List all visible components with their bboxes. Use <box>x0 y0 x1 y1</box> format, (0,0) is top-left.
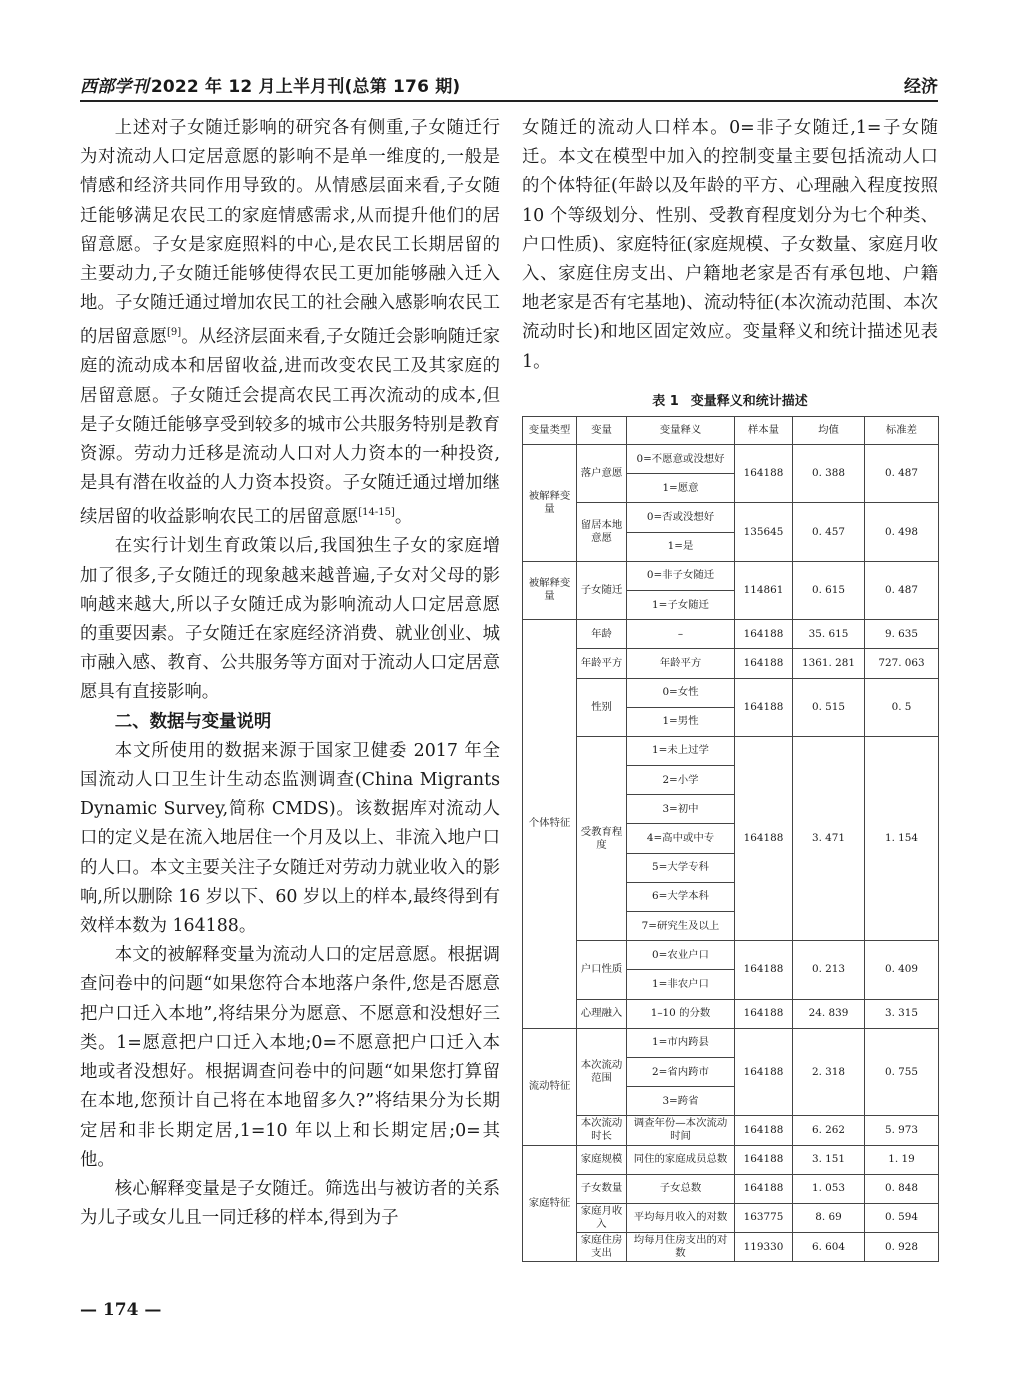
var-desc: 0=女性 <box>627 678 735 707</box>
sample-size: 135645 <box>735 503 793 561</box>
var-desc: 1=市内跨县 <box>627 1028 735 1057</box>
var-name: 户口性质 <box>577 941 627 999</box>
std-dev: 727. 063 <box>865 649 939 678</box>
std-dev: 1. 19 <box>865 1145 939 1174</box>
citation: [14-15] <box>358 507 395 519</box>
std-dev: 0. 409 <box>865 941 939 999</box>
std-dev: 0. 848 <box>865 1174 939 1203</box>
group-cell: 被解释变量 <box>523 445 577 562</box>
sample-size: 164188 <box>735 1174 793 1203</box>
header-cell: 变量释义 <box>627 417 735 445</box>
table-row <box>523 1203 939 1232</box>
group-cell: 家庭特征 <box>523 1145 577 1262</box>
var-desc: 0=不愿意或没想好 <box>627 445 735 474</box>
var-name: 留居本地意愿 <box>577 503 627 561</box>
group-cell: 被解释变量 <box>523 561 577 619</box>
var-name: 本次流动范围 <box>577 1028 627 1116</box>
variables-table <box>522 416 939 1262</box>
table-number: 表 1 <box>652 394 679 409</box>
table-row <box>523 1233 939 1262</box>
table-row <box>523 445 939 474</box>
header-rule <box>80 100 938 102</box>
var-desc: 平均每月收入的对数 <box>627 1203 735 1232</box>
mean: 1. 053 <box>793 1174 865 1203</box>
header-cell: 均值 <box>793 417 865 445</box>
mean: 35. 615 <box>793 620 865 649</box>
mean: 3. 151 <box>793 1145 865 1174</box>
running-header <box>80 72 938 98</box>
var-desc: 2=省内跨市 <box>627 1057 735 1086</box>
var-name: 年龄平方 <box>577 649 627 678</box>
var-desc: 0=否或没想好 <box>627 503 735 532</box>
var-desc: 7=研究生及以上 <box>627 912 735 941</box>
var-name: 子女数量 <box>577 1174 627 1203</box>
group-cell: 流动特征 <box>523 1028 577 1145</box>
page-number: — 174 — <box>80 1300 162 1320</box>
section-heading: 二、数据与变量说明 <box>114 711 272 732</box>
var-desc: 3=初中 <box>627 795 735 824</box>
std-dev: 1. 154 <box>865 736 939 940</box>
table-row <box>523 1116 939 1145</box>
var-desc: 1=非农户口 <box>627 970 735 999</box>
citation: [9] <box>167 327 182 339</box>
mean: 6. 262 <box>793 1116 865 1145</box>
var-desc: 调查年份—本次流动时间 <box>627 1116 735 1145</box>
paragraph: 女随迁的流动人口样本。0=非子女随迁,1=子女随迁。本文在模型中加入的控制变量主要包括流动人口的个体特征(年龄以及年龄的平方、心理融入程度按照 10 个等级划分、性别、受教育程度划分为七个种类、户口性质)、家庭特征(家庭规模、子女数量、家庭月收入、家庭住房支出、户籍地老家是否有承包地、户籍地老家是否有宅基地)、流动特征(本次流动范围、本次流动时长)和地区固定效应。变量释义和统计描述见表 1。 <box>522 118 938 372</box>
var-desc: 3=跨省 <box>627 1087 735 1116</box>
std-dev: 5. 973 <box>865 1116 939 1145</box>
header-cell: 变量 <box>577 417 627 445</box>
var-name: 本次流动时长 <box>577 1116 627 1145</box>
sample-size: 119330 <box>735 1233 793 1262</box>
mean: 0. 457 <box>793 503 865 561</box>
sample-size: 164188 <box>735 678 793 736</box>
var-desc: 0=农业户口 <box>627 941 735 970</box>
table-row <box>523 999 939 1028</box>
var-name: 性别 <box>577 678 627 736</box>
sample-size: 164188 <box>735 445 793 503</box>
var-desc: 4=高中或中专 <box>627 824 735 853</box>
var-name: 子女随迁 <box>577 561 627 619</box>
std-dev: 0. 498 <box>865 503 939 561</box>
var-name: 心理融入 <box>577 999 627 1028</box>
var-desc: 6=大学本科 <box>627 882 735 911</box>
table-row <box>523 620 939 649</box>
mean: 6. 604 <box>793 1233 865 1262</box>
std-dev: 0. 755 <box>865 1028 939 1116</box>
paragraph: 本文所使用的数据来源于国家卫健委 2017 年全国流动人口卫生计生动态监测调查(China Migrants Dynamic Survey,简称 CMDS)。该数据库对流动人口的定义是在流入地居住一个月及以上、非流入地户口的人口。本文主要关注子女随迁对劳动力就业收入的影响,所以删除 16 岁以下、60 岁以上的样本,最终得到有效样本数为 164188。 <box>80 740 500 937</box>
right-column <box>522 114 938 377</box>
std-dev: 0. 594 <box>865 1203 939 1232</box>
table-row <box>523 678 939 707</box>
table-title: 变量释义和统计描述 <box>690 394 808 409</box>
mean: 1361. 281 <box>793 649 865 678</box>
var-name: 落户意愿 <box>577 445 627 503</box>
sample-size: 164188 <box>735 1145 793 1174</box>
mean: 0. 213 <box>793 941 865 999</box>
sample-size: 164188 <box>735 1028 793 1116</box>
section-name: 经济 <box>904 77 938 97</box>
var-desc: 1=愿意 <box>627 474 735 503</box>
std-dev: 3. 315 <box>865 999 939 1028</box>
mean: 0. 615 <box>793 561 865 619</box>
sample-size: 164188 <box>735 999 793 1028</box>
sample-size: 114861 <box>735 561 793 619</box>
group-cell: 个体特征 <box>523 620 577 1029</box>
var-desc: 年龄平方 <box>627 649 735 678</box>
table-row <box>523 649 939 678</box>
header-cell: 样本量 <box>735 417 793 445</box>
var-desc: 1=子女随迁 <box>627 590 735 619</box>
var-desc: 1=未上过学 <box>627 736 735 765</box>
var-name: 家庭规模 <box>577 1145 627 1174</box>
left-column <box>80 114 500 1233</box>
sample-size: 164188 <box>735 941 793 999</box>
table-row <box>523 941 939 970</box>
table-row <box>523 1145 939 1174</box>
issue-info: 2022 年 12 月上半月刊(总第 176 期) <box>150 77 461 97</box>
mean: 3. 471 <box>793 736 865 940</box>
var-desc: 1–10 的分数 <box>627 999 735 1028</box>
sample-size: 164188 <box>735 620 793 649</box>
std-dev: 0. 487 <box>865 561 939 619</box>
var-name: 年龄 <box>577 620 627 649</box>
sample-size: 164188 <box>735 1116 793 1145</box>
var-desc: 均每月住房支出的对数 <box>627 1233 735 1262</box>
var-desc: – <box>627 620 735 649</box>
journal-logo: 西部学刊 <box>80 77 149 97</box>
var-desc: 同住的家庭成员总数 <box>627 1145 735 1174</box>
paragraph: 本文的被解释变量为流动人口的定居意愿。根据调查问卷中的问题“如果您符合本地落户条件,您是否愿意把户口迁入本地”,将结果分为愿意、不愿意和没想好三类。1=愿意把户口迁入本地;0=不愿意把户口迁入本地或者没想好。根据调查问卷中的问题“如果您打算留在本地,您预计自己将在本地留多久?”将结果分为长期定居和非长期定居,1=10 年以上和长期定居;0=其他。 <box>80 945 500 1170</box>
std-dev: 0. 487 <box>865 445 939 503</box>
var-desc: 0=非子女随迁 <box>627 561 735 590</box>
sample-size: 163775 <box>735 1203 793 1232</box>
var-name: 家庭住房支出 <box>577 1233 627 1262</box>
mean: 0. 388 <box>793 445 865 503</box>
table-row <box>523 561 939 590</box>
std-dev: 0. 5 <box>865 678 939 736</box>
mean: 2. 318 <box>793 1028 865 1116</box>
table-header-row <box>523 417 939 445</box>
mean: 8. 69 <box>793 1203 865 1232</box>
var-name: 受教育程度 <box>577 736 627 940</box>
paragraph: 上述对子女随迁影响的研究各有侧重,子女随迁行为对流动人口定居意愿的影响不是单一维度的,一般是情感和经济共同作用导致的。从情感层面来看,子女随迁能够满足农民工的家庭情感需求,从而提升他们的居留意愿。子女是家庭照料的中心,是农民工长期居留的主要动力,子女随迁能够使得农民工更加能够融入迁入地。子女随迁通过增加农民工的社会融入感影响农民工的居留意愿[9]。从经济层面来看,子女随迁会影响随迁家庭的流动成本和居留收益,进而改变农民工及其家庭的居留意愿。子女随迁会提高农民工再次流动的成本,但是子女随迁能够享受到较多的城市公共服务特别是教育资源。劳动力迁移是流动人口对人力资本的一种投资,是具有潜在收益的人力资本投资。子女随迁通过增加继续居留的收益影响农民工的居留意愿[14-15]。 <box>80 118 500 528</box>
std-dev: 0. 928 <box>865 1233 939 1262</box>
journal-issue <box>80 72 460 97</box>
table-row <box>523 736 939 765</box>
sample-size: 164188 <box>735 736 793 940</box>
table-row <box>523 1174 939 1203</box>
var-desc: 1=男性 <box>627 707 735 736</box>
var-desc: 2=小学 <box>627 766 735 795</box>
header-cell: 变量类型 <box>523 417 577 445</box>
std-dev: 9. 635 <box>865 620 939 649</box>
table-row <box>523 503 939 532</box>
table-row <box>523 1028 939 1057</box>
var-name: 家庭月收入 <box>577 1203 627 1232</box>
mean: 0. 515 <box>793 678 865 736</box>
sample-size: 164188 <box>735 649 793 678</box>
table-caption <box>522 390 938 409</box>
paragraph: 在实行计划生育政策以后,我国独生子女的家庭增加了很多,子女随迁的现象越来越普遍,子女对父母的影响越来越大,所以子女随迁成为影响流动人口定居意愿的重要因素。子女随迁在家庭经济消费、就业创业、城市融入感、教育、公共服务等方面对于流动人口定居意愿具有直接影响。 <box>80 536 500 703</box>
var-desc: 子女总数 <box>627 1174 735 1203</box>
mean: 24. 839 <box>793 999 865 1028</box>
header-cell: 标准差 <box>865 417 939 445</box>
var-desc: 5=大学专科 <box>627 853 735 882</box>
var-desc: 1=是 <box>627 532 735 561</box>
paragraph: 核心解释变量是子女随迁。筛选出与被访者的关系为儿子或女儿且一同迁移的样本,得到为子 <box>80 1178 500 1229</box>
